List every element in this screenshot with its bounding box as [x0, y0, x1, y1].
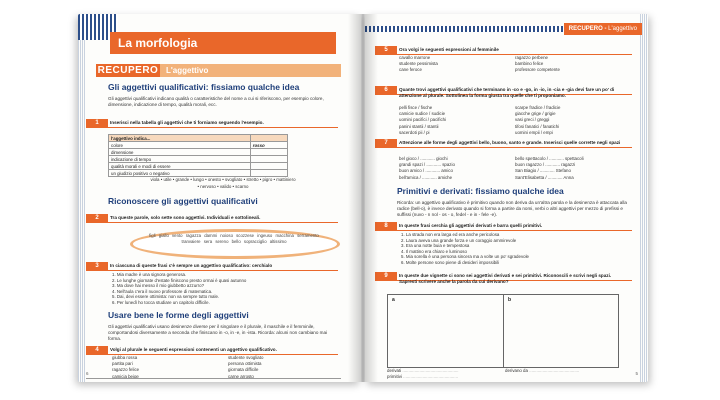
list-item[interactable]: San Biagio / ............ Stefano	[515, 168, 571, 174]
word-bank-line: • nervoso • valido • scarno	[197, 184, 249, 189]
list-item[interactable]: ragazzo felice	[112, 367, 140, 373]
list-item[interactable]: bell'amica / ............ amiche	[399, 174, 453, 180]
page-edge-decoration	[78, 14, 86, 382]
exercise-rule	[108, 127, 338, 128]
list-item[interactable]: grandi spazi / ............ spazio	[399, 162, 455, 168]
expression-column	[399, 156, 509, 181]
expression-column	[399, 55, 509, 74]
exercise-instruction: Volgi al plurale le seguenti espressioni contenenti un aggettivo qualificativo.	[110, 347, 277, 352]
expression-column	[515, 105, 625, 136]
answer-labels	[387, 368, 507, 380]
exercise-number: 8	[375, 222, 397, 231]
recupero-tag: RECUPERO	[568, 26, 603, 32]
table-cell[interactable]	[250, 156, 287, 163]
word-bank-line: viola • utile • grande • lungo • onesto • svogliato • stretto • pigro • mattiniero	[150, 177, 296, 182]
exercise-rule	[397, 147, 632, 148]
answer-labels	[505, 368, 630, 374]
left-page	[78, 14, 361, 382]
list-item[interactable]: ragazzo perbene	[515, 55, 548, 60]
exercise-number: 5	[375, 46, 397, 55]
list-item[interactable]: 4. Nell'aula c'era il nuovo professore di matematica.	[112, 288, 213, 294]
list-item[interactable]: pelli fisce / fische	[399, 105, 433, 110]
list-item[interactable]: bambino felice	[515, 61, 544, 67]
list-item[interactable]: buon amico / ............ amico	[399, 168, 453, 174]
recupero-tag: RECUPERO	[97, 65, 159, 76]
answer-line[interactable]: ..............................................	[402, 368, 459, 373]
list-item[interactable]: 4. Il mattino era chiaro e luminoso	[401, 248, 467, 254]
list-item[interactable]: sacerdoti pii / pi	[399, 129, 430, 135]
exercise-number: 2	[86, 214, 108, 223]
derivano-label: derivano da	[505, 368, 528, 373]
list-item[interactable]: scarpe fradice / fradicie	[515, 105, 561, 110]
list-item[interactable]: camicie sudice / sudicie	[399, 111, 446, 117]
list-item[interactable]: persona ottimista	[228, 361, 262, 367]
right-page	[365, 14, 648, 382]
list-item[interactable]: studente svogliato	[228, 355, 264, 360]
adjective-table	[108, 134, 288, 177]
list-item[interactable]: 6. Molte persone sono piene di desideri impossibili	[401, 259, 500, 265]
page-number: 5	[635, 371, 638, 376]
section-title: Gli aggettivi qualificativi: fissiamo qualche idea	[108, 82, 300, 92]
chapter-title: La morfologia	[110, 32, 336, 54]
section-text: Gli aggettivi qualificativi usano desinenze diverse per il singolare e il plurale, il maschile e il femminile, comportandosi diversamente a seconda che finiscano in -o, in -e, in -ista. Ricorda: alcuni non cambiano mai forma.	[108, 324, 328, 341]
vignette-divider	[503, 295, 504, 367]
list-item[interactable]: buon ragazzo / ............ ragazzi	[515, 162, 576, 168]
section-text: Gli aggettivi qualificativi indicano qualità o caratteristiche del nome a cui si riferiscono, per esempio colore, dimensione, indicazione di tempo, qualità morali, ecc.	[108, 96, 324, 107]
expression-column	[515, 55, 625, 74]
derivati-label: derivati	[387, 368, 402, 373]
word-cloud[interactable]: figli giallo vento ragazza dammi noioso scozzese ingeuso macchina serramento tranvaiere sera sereno bello sopracciglio altissimo	[149, 233, 319, 244]
open-book	[78, 8, 648, 386]
exercise-instruction: Quante trovi aggettivi qualificativi che terminano in -co e -go, in -io, in -cia e -gia devi fare un po' di attenzione al plurale. Sottolinea la forma giusta tra quelle che ti proponiamo.	[399, 87, 615, 98]
list-item[interactable]: giacche grige / grigie	[515, 111, 556, 117]
table-cell: un giudizio positivo o negativo	[109, 170, 251, 177]
list-item[interactable]: 5. Mia sorella è una persona sincera ma a volte un po' sgradevole	[401, 254, 529, 260]
vignette-frame	[387, 294, 619, 368]
recupero-bar	[96, 64, 341, 77]
exercise-rule	[397, 230, 632, 231]
list-item[interactable]: cane feroce	[399, 67, 422, 73]
vignette-label-b: b	[508, 297, 512, 303]
table-cell: colore	[109, 142, 251, 149]
list-item[interactable]: 3. Era una notte buia e tempestosa	[401, 243, 470, 249]
list-item[interactable]: carne arrosto	[228, 373, 254, 379]
list-item[interactable]: 2. Laura aveva una grande forza e un coraggio ammirevole	[401, 237, 517, 243]
header-stripes	[365, 26, 580, 32]
exercise-rule	[108, 270, 338, 271]
primitivi-label: primitivi	[387, 374, 402, 380]
recupero-subtitle: L'aggettivo	[166, 66, 209, 75]
list-item[interactable]: giubba rossa	[112, 355, 138, 360]
sentence-list	[112, 272, 338, 306]
table-cell: dimensione	[109, 149, 251, 156]
exercise-instruction: Tra queste parole, solo sette sono aggettivi. Individuali e sottolineali.	[110, 215, 261, 220]
exercise-instruction: Attenzione alle forme degli aggettivi bello, buono, santo e grande. Inserisci quelle corrette negli spazi	[399, 140, 621, 145]
list-item[interactable]: bello spettacolo / ............ spettacoli	[515, 156, 584, 161]
exercise-number: 1	[86, 119, 108, 128]
answer-line[interactable]: .........................................	[529, 368, 580, 373]
page-edge-decoration	[640, 14, 648, 382]
list-item[interactable]: uomini empii / empi	[515, 129, 553, 135]
table-cell: qualità morali e modi di essere	[109, 163, 251, 170]
list-item[interactable]: studente pessimista	[399, 61, 438, 67]
exercise-instruction: In queste due vignette ci sono sei aggettivi derivati e sei primitivi. Riconoscili e scrivi negli spazi. Sapresti scrivere anche la parola da cui derivano?	[399, 273, 612, 284]
exercise-number: 4	[86, 346, 108, 355]
list-item[interactable]: Sant'Elisabetta / ............ Anna	[515, 174, 574, 180]
table-header-cell: l'aggettivo indica...	[109, 135, 251, 142]
list-item[interactable]: giornata difficile	[228, 367, 259, 373]
list-item[interactable]: tifosi fanatici / fanatichi	[515, 123, 560, 129]
table-cell[interactable]	[250, 149, 287, 156]
footer-rule	[86, 378, 341, 379]
table-cell[interactable]: rosso	[250, 142, 287, 149]
sentence-list	[401, 232, 629, 266]
expression-column	[112, 355, 222, 380]
recupero-header: RECUPERO - L'aggettivo	[564, 23, 642, 35]
exercise-number: 6	[375, 86, 397, 95]
section-title: Primitivi e derivati: fissiamo qualche idea	[397, 186, 564, 196]
exercise-number: 3	[86, 262, 108, 271]
list-item[interactable]: 3. Ma dove hai messo il mio giubbetto azzurro?	[112, 283, 205, 289]
list-item[interactable]: cavallo marrone	[399, 55, 431, 60]
list-item[interactable]: bel gioco / ............ giochi	[399, 156, 448, 161]
table-cell: indicazione di tempo	[109, 156, 251, 163]
list-item[interactable]: professore competente	[515, 67, 560, 73]
section-title: Riconoscere gli aggettivi qualificativi	[108, 196, 258, 206]
list-item[interactable]: camicia beige	[112, 373, 139, 379]
table-cell[interactable]	[250, 163, 287, 170]
vignette-label-a: a	[392, 297, 395, 303]
expression-column	[515, 156, 630, 181]
recupero-subtitle: L'aggettivo	[608, 26, 637, 32]
expression-column	[399, 105, 509, 136]
exercise-number: 7	[375, 139, 397, 148]
section-text: Ricorda: un aggettivo qualificativo è primitivo quando non deriva da un'altra parola e la desinenza è attaccata alla radice (bell-o), è invece derivato quando si forma a partire da nomi, verbi o altri aggettivi per mezzo di prefissi e suffissi (nuvo - n nol - os - o, fedel - e in - fele -e).	[397, 200, 627, 217]
exercise-instruction: In queste frasi cerchia gli aggettivi derivati e barra quelli primitivi.	[399, 223, 543, 228]
exercise-instruction: Ora volgi le seguenti espressioni al femminile	[399, 47, 499, 52]
answer-line[interactable]: .............................................	[403, 374, 459, 380]
list-item[interactable]: 1. La strada non era larga ed era anche pericolosa	[401, 232, 500, 237]
exercise-instruction: In ciascuna di queste frasi c'è sempre un aggettivo qualificativo: cerchialo	[110, 263, 273, 268]
list-item[interactable]: 6. Per lunedì ho tocca studiare un capitolo difficile.	[112, 299, 210, 305]
table-header-cell	[250, 135, 287, 142]
list-item[interactable]: uomini pacifici / pacifichi	[399, 117, 447, 123]
exercise-instruction: Inserisci nella tabella gli aggettivi che ti forniamo seguendo l'esempio.	[110, 120, 264, 125]
list-item[interactable]: 5. Dai, devi essere ottimista: non va sempre tutto male.	[112, 294, 220, 300]
page-number: 6	[86, 371, 89, 376]
exercise-rule	[108, 222, 338, 223]
list-item[interactable]: 1. Mia madre è una signora generosa.	[112, 272, 187, 277]
list-item[interactable]: vasi greci / greggi	[515, 117, 550, 123]
list-item[interactable]: panini stantii / stantii	[399, 123, 439, 129]
list-item[interactable]: partita pari	[112, 361, 133, 367]
table-cell[interactable]	[250, 170, 287, 177]
expression-column	[228, 355, 338, 380]
section-title: Usare bene le forme degli aggettivi	[108, 310, 249, 320]
exercise-number: 9	[375, 272, 397, 281]
list-item[interactable]: 2. Le lunghe giornate d'estate finiscono presto ormai è quasi autunno	[112, 277, 247, 283]
